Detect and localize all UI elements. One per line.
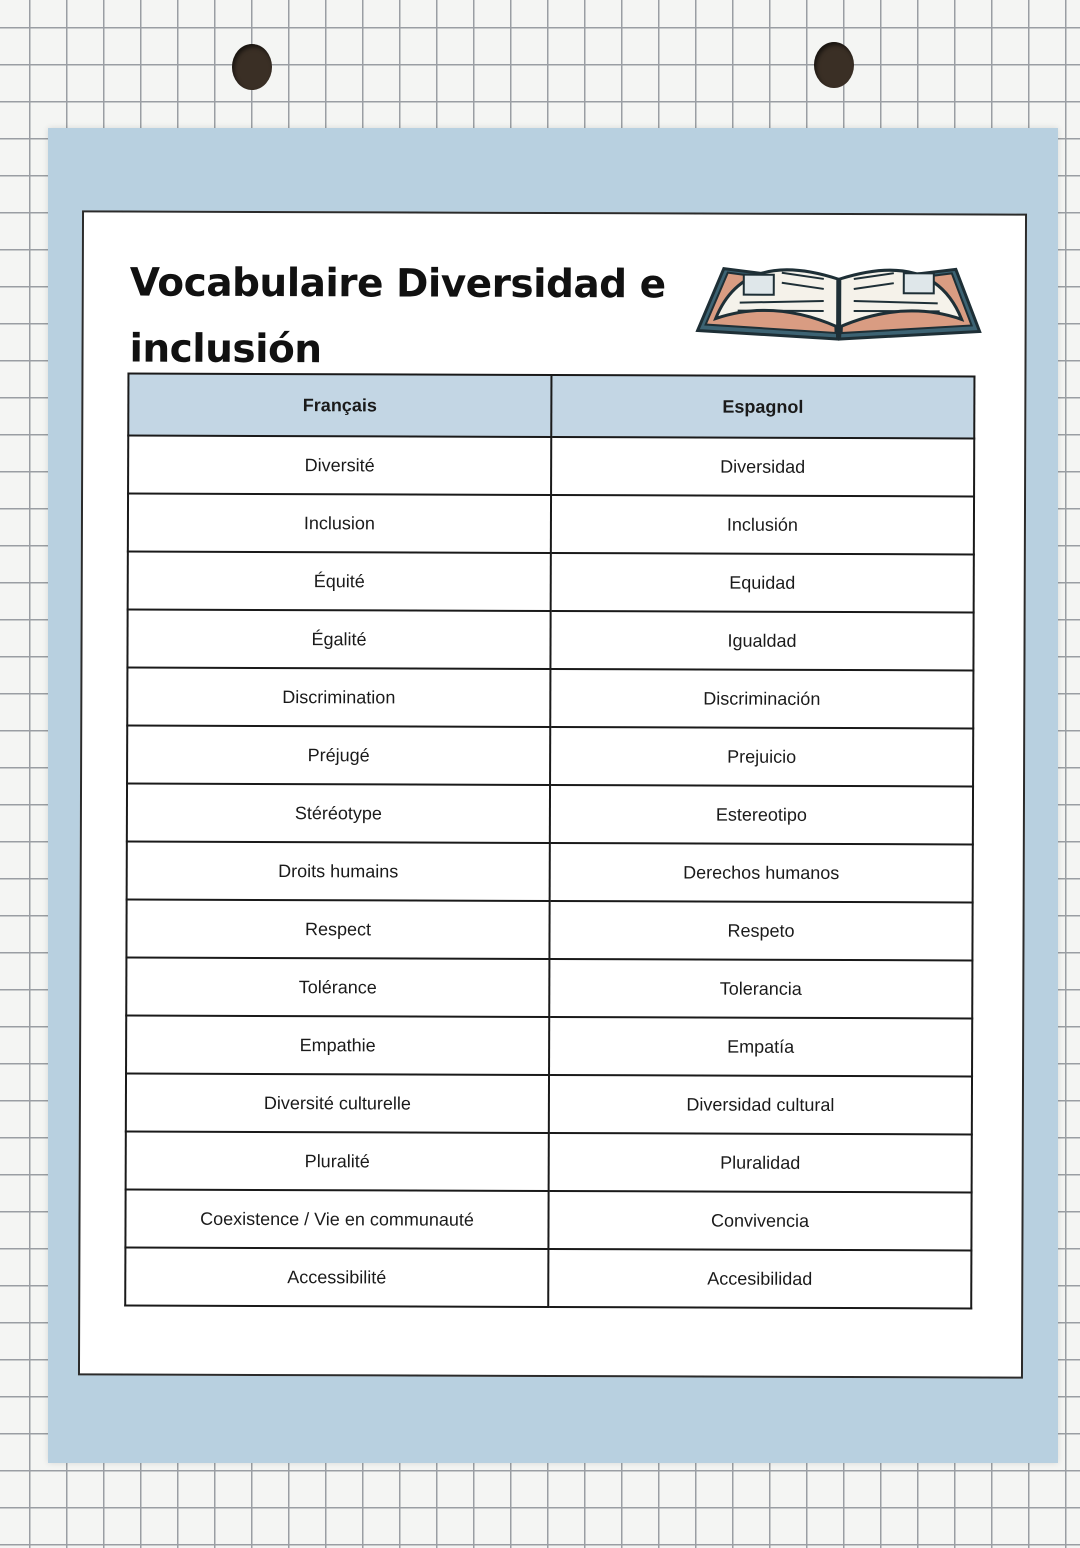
table-row (127, 726, 973, 787)
french-term: Diversité (128, 436, 551, 495)
french-term: Droits humains (127, 842, 550, 901)
table-row (127, 610, 973, 671)
french-term: Diversité culturelle (126, 1074, 549, 1133)
spanish-term: Derechos humanos (550, 843, 973, 902)
french-term: Tolérance (126, 958, 549, 1017)
vocabulary-sheet (78, 210, 1027, 1378)
spanish-term: Inclusión (551, 495, 974, 554)
binder-hole-left (232, 44, 272, 90)
header-francais: Français (128, 374, 551, 437)
spanish-term: Convivencia (548, 1191, 971, 1250)
french-term: Préjugé (127, 726, 550, 785)
table-row (127, 784, 973, 845)
table-row (126, 1132, 972, 1193)
french-term: Discrimination (127, 668, 550, 727)
vocabulary-table (124, 373, 975, 1310)
table-row (126, 900, 972, 961)
french-term: Coexistence / Vie en communauté (125, 1190, 548, 1249)
french-term: Égalité (127, 610, 550, 669)
table-header-row (128, 374, 974, 439)
spanish-term: Diversidad (551, 437, 974, 496)
french-term: Empathie (126, 1016, 549, 1075)
spanish-term: Prejuicio (550, 727, 973, 786)
table-row (128, 436, 974, 497)
header-espagnol: Espagnol (551, 375, 974, 438)
table-row (126, 1074, 972, 1135)
spanish-term: Pluralidad (549, 1133, 972, 1192)
spanish-term: Igualdad (550, 611, 973, 670)
french-term: Pluralité (126, 1132, 549, 1191)
spanish-term: Discriminación (550, 669, 973, 728)
spanish-term: Equidad (551, 553, 974, 612)
table-row (126, 958, 972, 1019)
french-term: Accessibilité (125, 1248, 548, 1307)
table-row (126, 1016, 972, 1077)
table-row (125, 1190, 971, 1251)
french-term: Équité (128, 552, 551, 611)
table-row (128, 552, 974, 613)
open-book-icon (694, 238, 984, 343)
spanish-term: Tolerancia (549, 959, 972, 1018)
table-row (127, 668, 973, 729)
french-term: Inclusion (128, 494, 551, 553)
spanish-term: Empatía (549, 1017, 972, 1076)
spanish-term: Diversidad cultural (549, 1075, 972, 1134)
spanish-term: Estereotipo (550, 785, 973, 844)
table-row (125, 1248, 971, 1309)
french-term: Stéréotype (127, 784, 550, 843)
page-title: Vocabulaire Diversidad e inclusión (129, 260, 666, 373)
spanish-term: Respeto (549, 901, 972, 960)
binder-hole-right (814, 42, 854, 88)
french-term: Respect (126, 900, 549, 959)
spanish-term: Accesibilidad (548, 1249, 971, 1308)
table-row (128, 494, 974, 555)
table-row (127, 842, 973, 903)
